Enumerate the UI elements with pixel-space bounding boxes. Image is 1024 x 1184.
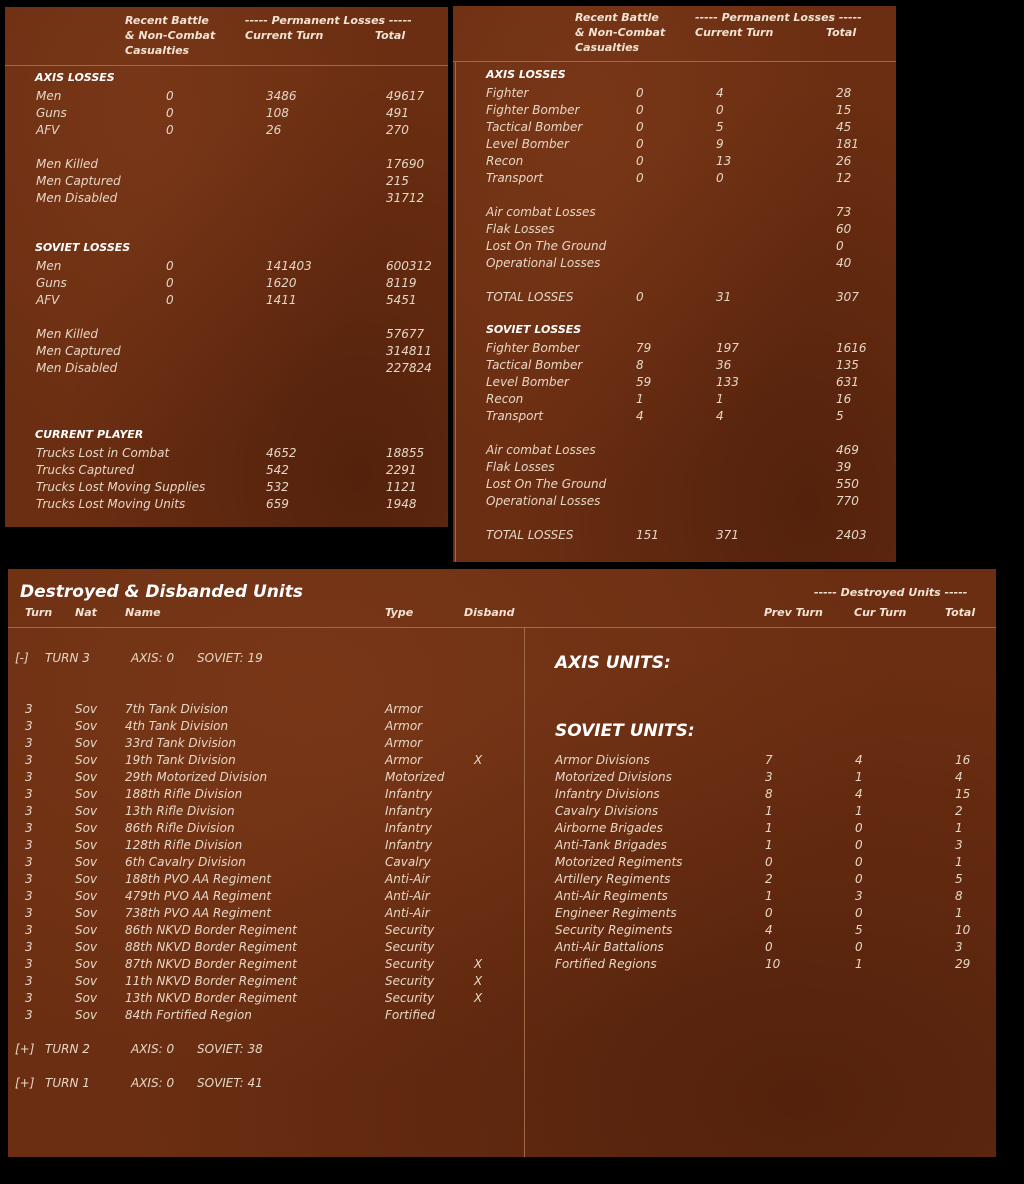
unit-summary-cell: Motorized Divisions [555, 770, 672, 784]
air-soviet-detail-cell: Lost On The Ground [486, 477, 607, 491]
air-axis-cell: 0 [636, 154, 644, 168]
air-axis-cell: 13 [716, 154, 732, 168]
turn-axis-count: AXIS: 0 [131, 651, 175, 665]
ground-player-cell: 1121 [386, 480, 417, 494]
turn-soviet-count: SOVIET: 41 [197, 1076, 263, 1090]
unit-summary-cell: 1 [855, 957, 863, 971]
unit-summary-cell: 0 [855, 855, 863, 869]
turn-toggle-button[interactable]: [-] [15, 651, 29, 665]
ground-soviet-cell: Men [36, 259, 62, 273]
air-soviet-cell: 5 [836, 409, 844, 423]
unit-row-cell: 479th PVO AA Regiment [125, 889, 272, 903]
unit-summary-cell: 8 [765, 787, 773, 801]
air-soviet-cell: 59 [636, 375, 652, 389]
turn-toggle-button[interactable]: [+] [15, 1076, 35, 1090]
unit-row-cell: 88th NKVD Border Regiment [125, 940, 297, 954]
unit-row-cell: 87th NKVD Border Regiment [125, 957, 297, 971]
unit-summary-cell: 1 [955, 855, 963, 869]
unit-row-cell: Anti-Air [385, 872, 430, 886]
ground-player-cell: Trucks Lost in Combat [36, 446, 170, 460]
air-axis-detail-cell: 40 [836, 256, 852, 270]
air-axis-cell: Fighter [486, 86, 529, 100]
air-hdr-perm: ----- Permanent Losses ----- [695, 11, 862, 24]
air-axis-cell: 5 [716, 120, 724, 134]
air-soviet-cell: 1 [716, 392, 724, 406]
unit-summary-cell: 5 [855, 923, 863, 937]
air-soviet-cell: 16 [836, 392, 852, 406]
air-hdr-total: Total [826, 26, 857, 39]
unit-row-cell: 13th NKVD Border Regiment [125, 991, 297, 1005]
air-axis-cell: 28 [836, 86, 852, 100]
ground-soviet-cell: 141403 [266, 259, 312, 273]
unit-summary-cell: Motorized Regiments [555, 855, 683, 869]
ground-player-cell: Trucks Lost Moving Units [36, 497, 186, 511]
unit-row-cell: 19th Tank Division [125, 753, 236, 767]
unit-summary-cell: 0 [855, 838, 863, 852]
air-soviet-cell: 8 [636, 358, 644, 372]
ground-axis-cell: AFV [36, 123, 60, 137]
unit-row-cell: Fortified [385, 1008, 435, 1022]
air-axis-cell: 0 [636, 86, 644, 100]
air-axis-cell: 12 [836, 171, 852, 185]
ground-player-cell: Trucks Lost Moving Supplies [36, 480, 206, 494]
units-panel-title: Destroyed & Disbanded Units [20, 582, 303, 602]
air-left-rule [455, 61, 456, 562]
air-soviet-cell: 1 [636, 392, 644, 406]
units-col-type: Type [385, 606, 414, 619]
unit-summary-cell: Cavalry Divisions [555, 804, 659, 818]
air-soviet-title: SOVIET LOSSES [486, 323, 582, 336]
unit-summary-cell: 0 [765, 940, 773, 954]
ground-player-title: CURRENT PLAYER [35, 428, 144, 441]
ground-axis-cell: 49617 [386, 89, 425, 103]
air-axis-cell: Level Bomber [486, 137, 569, 151]
units-col-cur: Cur Turn [854, 606, 907, 619]
ground-soviet-detail-cell: 57677 [386, 327, 425, 341]
units-header-rule [8, 627, 996, 628]
ground-soviet-cell: 0 [166, 259, 174, 273]
air-soviet-cell: 135 [836, 358, 859, 372]
ground-hdr-current: Current Turn [245, 29, 324, 42]
ground-soviet-detail-cell: 227824 [386, 361, 432, 375]
unit-row-cell: Armor [385, 753, 423, 767]
unit-row-cell: Sov [75, 702, 98, 716]
unit-row-cell: 11th NKVD Border Regiment [125, 974, 297, 988]
turn-soviet-count: SOVIET: 19 [197, 651, 263, 665]
unit-row-cell: 13th Rifle Division [125, 804, 235, 818]
ground-player-cell: 659 [266, 497, 289, 511]
ground-axis-cell: Men [36, 89, 62, 103]
ground-soviet-title: SOVIET LOSSES [35, 241, 131, 254]
ground-soviet-cell: 0 [166, 276, 174, 290]
unit-summary-cell: 0 [765, 906, 773, 920]
unit-summary-cell: 4 [855, 787, 863, 801]
ground-axis-cell: 3486 [266, 89, 297, 103]
unit-row-cell: Infantry [385, 787, 433, 801]
ground-soviet-detail-cell: Men Disabled [36, 361, 118, 375]
air-axis-cell: 0 [636, 171, 644, 185]
units-col-turn: Turn [25, 606, 53, 619]
unit-row-cell: Sov [75, 974, 98, 988]
unit-row-cell: 3 [25, 770, 33, 784]
unit-row-cell: Sov [75, 821, 98, 835]
unit-row-cell: Armor [385, 702, 423, 716]
air-soviet-detail-cell: Operational Losses [486, 494, 601, 508]
axis-units-heading: AXIS UNITS: [555, 653, 671, 673]
unit-summary-cell: 7 [765, 753, 773, 767]
ground-axis-detail-cell: Men Disabled [36, 191, 118, 205]
ground-soviet-detail-cell: 314811 [386, 344, 432, 358]
unit-row-cell: Infantry [385, 838, 433, 852]
ground-header-rule [5, 65, 448, 66]
destroyed-units-panel [8, 569, 996, 1157]
units-col-name: Name [125, 606, 161, 619]
unit-row-cell: Sov [75, 889, 98, 903]
unit-row-cell: 3 [25, 991, 33, 1005]
ground-player-cell: 2291 [386, 463, 417, 477]
units-col-disband: Disband [464, 606, 515, 619]
turn-soviet-count: SOVIET: 38 [197, 1042, 263, 1056]
air-soviet-cell: 4 [636, 409, 644, 423]
air-axis-cell: 26 [836, 154, 852, 168]
unit-row-cell: 738th PVO AA Regiment [125, 906, 272, 920]
ground-soviet-cell: 1620 [266, 276, 297, 290]
unit-summary-cell: 8 [955, 889, 963, 903]
unit-summary-cell: 1 [955, 906, 963, 920]
air-axis-total-cell: 31 [716, 290, 732, 304]
unit-row-cell: 3 [25, 872, 33, 886]
air-soviet-cell: Level Bomber [486, 375, 569, 389]
unit-row-cell: Sov [75, 923, 98, 937]
ground-player-cell: 532 [266, 480, 289, 494]
unit-row-cell: 3 [25, 889, 33, 903]
air-axis-cell: 45 [836, 120, 852, 134]
air-axis-cell: 0 [716, 171, 724, 185]
ground-player-cell: 4652 [266, 446, 297, 460]
unit-row-cell: 84th Fortified Region [125, 1008, 252, 1022]
unit-summary-cell: 1 [855, 770, 863, 784]
air-soviet-detail-cell: 550 [836, 477, 859, 491]
unit-row-cell: 3 [25, 940, 33, 954]
unit-row-cell: Sov [75, 957, 98, 971]
ground-soviet-cell: 8119 [386, 276, 417, 290]
units-col-total: Total [945, 606, 976, 619]
air-axis-detail-cell: 73 [836, 205, 852, 219]
air-soviet-cell: 36 [716, 358, 732, 372]
air-soviet-cell: Transport [486, 409, 544, 423]
unit-summary-cell: 15 [955, 787, 971, 801]
unit-row-cell: Sov [75, 719, 98, 733]
air-soviet-detail-cell: 469 [836, 443, 859, 457]
unit-summary-cell: 0 [855, 872, 863, 886]
unit-row-cell: Sov [75, 1008, 98, 1022]
unit-row-cell: Sov [75, 838, 98, 852]
unit-row-cell: Infantry [385, 821, 433, 835]
air-soviet-cell: 1616 [836, 341, 867, 355]
unit-row-cell: Armor [385, 719, 423, 733]
unit-summary-cell: 1 [765, 804, 773, 818]
turn-axis-count: AXIS: 0 [131, 1076, 175, 1090]
ground-axis-cell: 26 [266, 123, 282, 137]
ground-soviet-cell: 1411 [266, 293, 297, 307]
air-axis-detail-cell: 60 [836, 222, 852, 236]
unit-row-cell: 86th Rifle Division [125, 821, 235, 835]
unit-row-cell: 3 [25, 736, 33, 750]
unit-row-cell: 3 [25, 753, 33, 767]
unit-summary-cell: 4 [955, 770, 963, 784]
air-soviet-cell: Tactical Bomber [486, 358, 583, 372]
unit-row-cell: 3 [25, 719, 33, 733]
air-axis-cell: 0 [636, 137, 644, 151]
unit-summary-cell: Fortified Regions [555, 957, 657, 971]
unit-row-cell: 3 [25, 702, 33, 716]
turn-toggle-button[interactable]: [+] [15, 1042, 35, 1056]
unit-summary-cell: Engineer Regiments [555, 906, 677, 920]
ground-axis-cell: 108 [266, 106, 289, 120]
unit-row-cell: 3 [25, 838, 33, 852]
air-soviet-detail-cell: 39 [836, 460, 852, 474]
unit-summary-cell: 29 [955, 957, 971, 971]
unit-summary-cell: 1 [765, 889, 773, 903]
ground-axis-cell: 491 [386, 106, 409, 120]
unit-row-cell: Sov [75, 753, 98, 767]
unit-row-cell: Motorized [385, 770, 445, 784]
air-hdr-recent: Recent Battle & Non-Combat Casualties [575, 11, 666, 54]
air-header-rule [453, 61, 896, 62]
unit-summary-cell: Artillery Regiments [555, 872, 671, 886]
ground-axis-cell: 0 [166, 106, 174, 120]
unit-summary-cell: 3 [855, 889, 863, 903]
unit-row-cell: 3 [25, 974, 33, 988]
unit-row-cell: 3 [25, 906, 33, 920]
air-axis-detail-cell: Operational Losses [486, 256, 601, 270]
unit-row-cell: Security [385, 940, 435, 954]
air-axis-title: AXIS LOSSES [486, 68, 566, 81]
turn-label: TURN 2 [45, 1042, 90, 1056]
unit-summary-cell: 4 [765, 923, 773, 937]
unit-summary-cell: Infantry Divisions [555, 787, 660, 801]
ground-soviet-cell: Guns [36, 276, 67, 290]
air-hdr-current: Current Turn [695, 26, 774, 39]
air-axis-detail-cell: Flak Losses [486, 222, 555, 236]
air-axis-cell: 0 [636, 103, 644, 117]
unit-summary-cell: Anti-Tank Brigades [555, 838, 667, 852]
ground-soviet-cell: AFV [36, 293, 60, 307]
air-soviet-cell: Fighter Bomber [486, 341, 580, 355]
air-axis-total-cell: 0 [636, 290, 644, 304]
air-axis-detail-cell: Air combat Losses [486, 205, 596, 219]
unit-row-cell: 128th Rifle Division [125, 838, 243, 852]
unit-row-cell: 188th Rifle Division [125, 787, 243, 801]
ground-soviet-cell: 5451 [386, 293, 417, 307]
ground-player-cell: 542 [266, 463, 289, 477]
unit-summary-cell: 10 [765, 957, 781, 971]
air-soviet-total-cell: 371 [716, 528, 739, 542]
ground-losses-panel [5, 7, 448, 527]
unit-row-cell: Sov [75, 770, 98, 784]
air-soviet-cell: 197 [716, 341, 739, 355]
unit-summary-cell: Anti-Air Regiments [555, 889, 668, 903]
unit-summary-cell: 4 [855, 753, 863, 767]
air-soviet-total-cell: 151 [636, 528, 659, 542]
unit-summary-cell: 1 [955, 821, 963, 835]
air-axis-detail-cell: 0 [836, 239, 844, 253]
unit-row-cell: Sov [75, 940, 98, 954]
air-axis-cell: 4 [716, 86, 724, 100]
ground-soviet-detail-cell: Men Captured [36, 344, 121, 358]
ground-player-cell: Trucks Captured [36, 463, 135, 477]
unit-row-cell: Sov [75, 804, 98, 818]
unit-summary-cell: 2 [955, 804, 963, 818]
unit-summary-cell: 5 [955, 872, 963, 886]
air-axis-detail-cell: Lost On The Ground [486, 239, 607, 253]
unit-row-cell: Sov [75, 872, 98, 886]
unit-row-cell: Anti-Air [385, 889, 430, 903]
ground-axis-cell: 0 [166, 123, 174, 137]
unit-summary-cell: 2 [765, 872, 773, 886]
air-axis-cell: 9 [716, 137, 724, 151]
air-axis-cell: 0 [636, 120, 644, 134]
air-soviet-cell: 133 [716, 375, 739, 389]
unit-row-cell: X [474, 957, 483, 971]
unit-summary-cell: 0 [855, 906, 863, 920]
unit-row-cell: 4th Tank Division [125, 719, 229, 733]
units-divider [524, 627, 525, 1157]
unit-summary-cell: Airborne Brigades [555, 821, 663, 835]
unit-summary-cell: 3 [955, 838, 963, 852]
ground-hdr-perm: ----- Permanent Losses ----- [245, 14, 412, 27]
air-soviet-detail-cell: 770 [836, 494, 859, 508]
ground-player-cell: 1948 [386, 497, 417, 511]
unit-row-cell: Infantry [385, 804, 433, 818]
unit-row-cell: Sov [75, 855, 98, 869]
ground-soviet-cell: 600312 [386, 259, 432, 273]
air-axis-total-cell: 307 [836, 290, 859, 304]
air-axis-cell: Fighter Bomber [486, 103, 580, 117]
ground-axis-cell: 0 [166, 89, 174, 103]
ground-axis-detail-cell: 215 [386, 174, 409, 188]
unit-row-cell: Security [385, 991, 435, 1005]
unit-summary-cell: 1 [855, 804, 863, 818]
unit-row-cell: 33rd Tank Division [125, 736, 236, 750]
ground-soviet-detail-cell: Men Killed [36, 327, 99, 341]
air-soviet-cell: 631 [836, 375, 859, 389]
ground-player-cell: 18855 [386, 446, 425, 460]
ground-axis-detail-cell: Men Killed [36, 157, 99, 171]
turn-label: TURN 1 [45, 1076, 90, 1090]
air-soviet-total-cell: TOTAL LOSSES [486, 528, 574, 542]
unit-row-cell: 3 [25, 923, 33, 937]
units-hdr-destroyed: ----- Destroyed Units ----- [814, 586, 968, 599]
unit-row-cell: 7th Tank Division [125, 702, 229, 716]
air-axis-total-cell: TOTAL LOSSES [486, 290, 574, 304]
air-soviet-detail-cell: Air combat Losses [486, 443, 596, 457]
air-soviet-detail-cell: Flak Losses [486, 460, 555, 474]
unit-summary-cell: Armor Divisions [555, 753, 650, 767]
unit-row-cell: X [474, 974, 483, 988]
unit-summary-cell: 10 [955, 923, 971, 937]
unit-row-cell: Security [385, 957, 435, 971]
unit-summary-cell: 0 [855, 940, 863, 954]
air-axis-cell: 0 [716, 103, 724, 117]
ground-axis-detail-cell: 31712 [386, 191, 425, 205]
unit-row-cell: 3 [25, 957, 33, 971]
air-soviet-cell: Recon [486, 392, 524, 406]
unit-summary-cell: 3 [955, 940, 963, 954]
units-col-nat: Nat [75, 606, 97, 619]
soviet-units-heading: SOVIET UNITS: [555, 721, 695, 741]
ground-axis-cell: 270 [386, 123, 409, 137]
air-axis-cell: Tactical Bomber [486, 120, 583, 134]
unit-row-cell: Anti-Air [385, 906, 430, 920]
unit-summary-cell: Security Regiments [555, 923, 673, 937]
unit-row-cell: 3 [25, 787, 33, 801]
unit-summary-cell: 3 [765, 770, 773, 784]
turn-label: TURN 3 [45, 651, 90, 665]
unit-summary-cell: 1 [765, 838, 773, 852]
air-axis-cell: 15 [836, 103, 852, 117]
ground-soviet-cell: 0 [166, 293, 174, 307]
ground-axis-detail-cell: Men Captured [36, 174, 121, 188]
air-axis-cell: Transport [486, 171, 544, 185]
unit-row-cell: Sov [75, 736, 98, 750]
unit-summary-cell: 1 [765, 821, 773, 835]
unit-row-cell: X [474, 991, 483, 1005]
air-soviet-cell: 4 [716, 409, 724, 423]
unit-row-cell: Sov [75, 787, 98, 801]
unit-summary-cell: Anti-Air Battalions [555, 940, 664, 954]
ground-hdr-total: Total [375, 29, 406, 42]
turn-axis-count: AXIS: 0 [131, 1042, 175, 1056]
unit-row-cell: 3 [25, 855, 33, 869]
air-axis-cell: 181 [836, 137, 859, 151]
unit-summary-cell: 0 [765, 855, 773, 869]
unit-summary-cell: 16 [955, 753, 971, 767]
unit-row-cell: Security [385, 974, 435, 988]
unit-row-cell: 3 [25, 1008, 33, 1022]
unit-row-cell: Sov [75, 906, 98, 920]
unit-row-cell: Armor [385, 736, 423, 750]
air-axis-cell: Recon [486, 154, 524, 168]
air-soviet-total-cell: 2403 [836, 528, 867, 542]
unit-row-cell: Cavalry [385, 855, 431, 869]
unit-row-cell: X [474, 753, 483, 767]
unit-row-cell: 29th Motorized Division [125, 770, 268, 784]
unit-summary-cell: 0 [855, 821, 863, 835]
units-col-prev: Prev Turn [764, 606, 823, 619]
unit-row-cell: 3 [25, 804, 33, 818]
unit-row-cell: Security [385, 923, 435, 937]
ground-axis-detail-cell: 17690 [386, 157, 425, 171]
ground-axis-cell: Guns [36, 106, 67, 120]
air-losses-panel [453, 6, 896, 562]
air-soviet-cell: 79 [636, 341, 652, 355]
unit-row-cell: 188th PVO AA Regiment [125, 872, 272, 886]
unit-row-cell: Sov [75, 991, 98, 1005]
unit-row-cell: 86th NKVD Border Regiment [125, 923, 297, 937]
ground-hdr-recent: Recent Battle & Non-Combat Casualties [125, 14, 216, 57]
unit-row-cell: 3 [25, 821, 33, 835]
unit-row-cell: 6th Cavalry Division [125, 855, 246, 869]
ground-axis-title: AXIS LOSSES [35, 71, 115, 84]
